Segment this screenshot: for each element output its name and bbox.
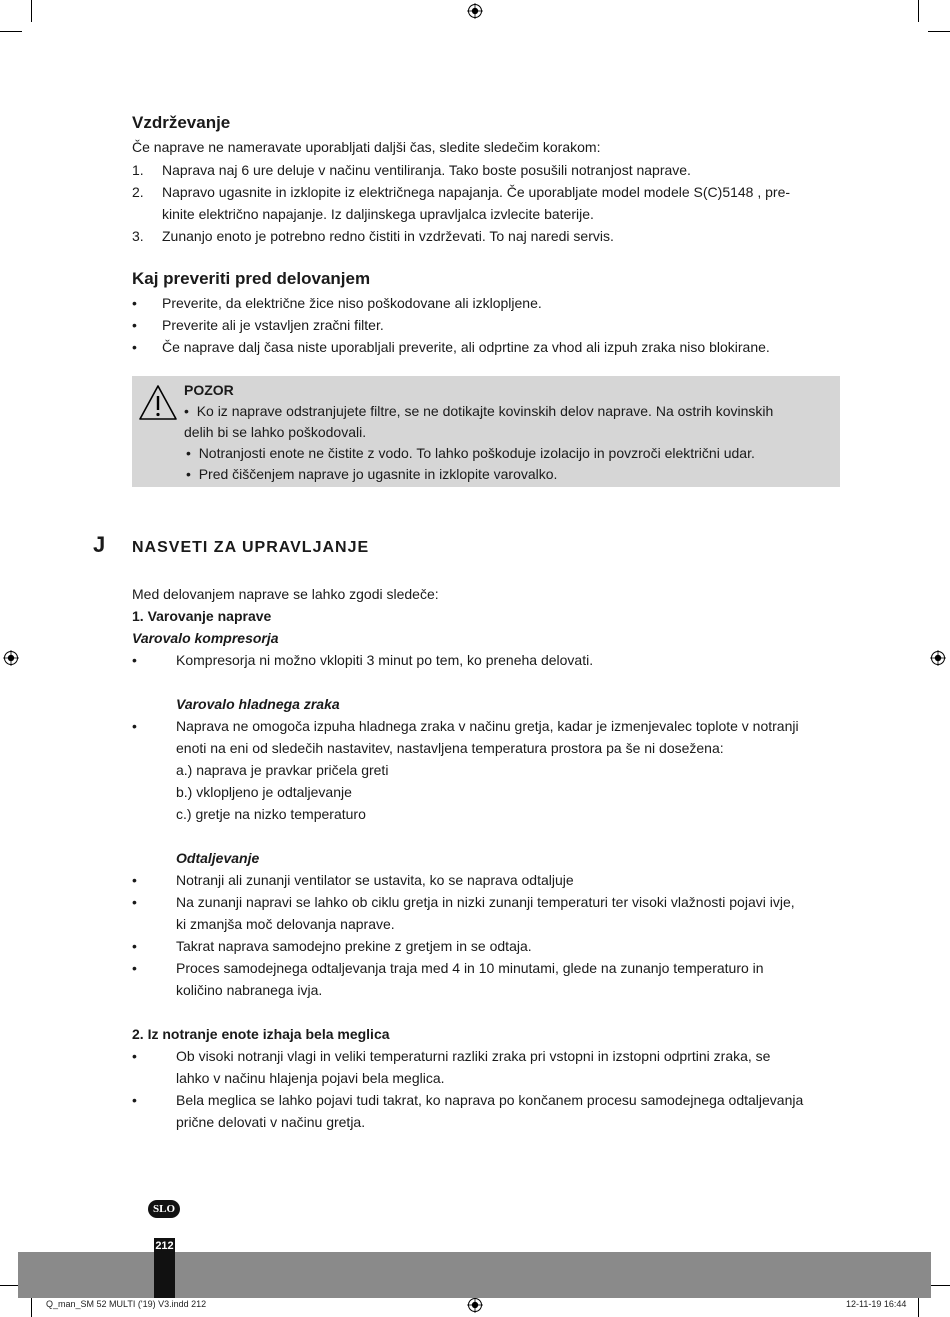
caution-list [184,401,834,485]
registration-mark-icon [467,3,483,19]
list-item [132,649,844,671]
list-item-text: Proces samodejnega odtaljevanja traja med 4 in 10 minutami, glede na zunanjo temperaturo in [176,960,764,976]
crop-mark [31,0,32,22]
caution-item-text: delih bi se lahko poškodovali. [184,424,367,440]
bullet: • [132,718,137,734]
crop-mark [928,1285,950,1286]
list-item-text: ki zmanjša moč delovanja naprave. [176,916,395,932]
list-item-text: Preverite ali je vstavljen zračni filter. [162,317,384,333]
step-text: kinite električno napajanje. Iz daljinskega upravljalca izvlecite baterije. [162,206,594,222]
fog-list [132,1045,844,1133]
warning-triangle-icon [138,384,178,422]
bullet: • [132,652,137,668]
step-item [132,159,844,181]
list-item-text: Če naprave dalj časa niste uporabljali preverite, ali odprtine za vhod ali izpuh zraka niso blokirane. [162,339,770,355]
list-item [132,1089,844,1133]
step-item [132,225,844,247]
bullet: • [132,960,137,976]
bullet: • [132,317,137,333]
file-slug: Q_man_SM 52 MULTI ('19) V3.indd 212 [46,1299,207,1309]
section-title: NASVETI ZA UPRAVLJANJE [132,539,370,556]
step-number: 3. [132,228,144,244]
page-number: 212 [155,1240,174,1252]
caution-item-text: Pred čiščenjem naprave jo ugasnite in izklopite varovalko. [198,466,558,482]
date-slug: 12-11-19 16:44 [846,1299,907,1309]
crop-mark [918,0,919,22]
maintenance-steps [132,159,844,247]
step-text: Zunanjo enoto je potrebno redno čistiti in vzdrževati. To naj naredi servis. [162,228,614,244]
list-item-text: Preverite, da električne žice niso poškodovane ali izklopljene. [162,295,542,311]
bullet: • [132,872,137,888]
bullet: • [132,894,137,910]
list-item-text: enoti na eni od sledečih nastavitev, nastavljena temperatura prostora pa še ni dosežena: [176,740,724,756]
list-item-text: Bela meglica se lahko pojavi tudi takrat, ko naprava po končanem procesu samodejnega odtaljevanja [176,1092,804,1108]
bullet: • [132,1048,137,1064]
bullet: • [184,403,189,419]
cold-air-list [132,715,844,825]
list-item-text: lahko v načinu hlajenja pojavi bela meglica. [176,1070,445,1086]
step-text: Naprava naj 6 ure deluje v načinu ventiliranja. Tako boste posušili notranjost naprave. [162,162,691,178]
list-item [132,715,844,825]
language-badge: SLO [148,1200,180,1218]
maintenance-heading: Vzdrževanje [132,113,231,132]
bullet: • [132,339,137,355]
crop-mark [928,31,950,32]
caution-item-text: Notranjosti enote ne čistite z vodo. To lahko poškoduje izolacijo in povzroči električni udar. [198,445,755,461]
bullet: • [132,1092,137,1108]
list-item-text: prične delovati v načinu gretja. [176,1114,366,1130]
subheading-cold-air: Varovalo hladnega zraka [176,696,340,712]
list-item-text: a.) naprava je pravkar pričela greti [176,762,389,778]
crop-mark [31,1295,32,1317]
list-item [132,336,844,358]
list-item-text: Notranji ali zunanji ventilator se ustavita, ko se naprava odtaljuje [176,872,574,888]
maintenance-intro: Če naprave ne nameravate uporabljati daljši čas, sledite sledečim korakom: [132,139,601,155]
check-heading: Kaj preveriti pred delovanjem [132,269,371,288]
caution-item [184,443,834,464]
list-item [132,1045,844,1089]
registration-mark-icon [930,650,946,666]
list-item-text: Naprava ne omogoča izpuha hladnega zraka v načinu gretja, kadar je izmenjevalec toplote v notranji [176,718,799,734]
section-body [132,583,844,1133]
check-list [132,292,844,358]
caution-item [184,464,834,485]
subsection-title: 1. Varovanje naprave [132,608,272,624]
list-item-text: Takrat naprava samodejno prekine z gretjem in se odtaja. [176,938,532,954]
bullet: • [186,445,191,461]
caution-box [132,376,840,487]
step-number: 2. [132,184,144,200]
bullet: • [186,466,191,482]
step-number: 1. [132,162,144,178]
list-item-text: količino nabranega ivja. [176,982,323,998]
list-item-text: c.) gretje na nizko temperaturo [176,806,366,822]
section-letter: J [93,532,106,557]
list-item [132,935,844,957]
caution-item-text: Ko iz naprave odstranjujete filtre, se ne dotikajte kovinskih delov naprave. Na ostrih kovinskih [196,403,774,419]
step-text: Napravo ugasnite in izklopite iz električnega napajanja. Če uporabljate model modele S(C)5148 , pre- [162,184,791,200]
step-item [132,181,844,225]
list-item-text: b.) vklopljeno je odtaljevanje [176,784,352,800]
list-item [132,869,844,891]
list-item [132,957,844,1001]
bullet: • [132,295,137,311]
bullet: • [132,938,137,954]
caution-title: POZOR [184,382,234,398]
subheading-compressor: Varovalo kompresorja [132,630,279,646]
subsection-title: 2. Iz notranje enote izhaja bela meglica [132,1026,390,1042]
compressor-list [132,649,844,671]
crop-mark [918,1295,919,1317]
list-item-text: Kompresorja ni možno vklopiti 3 minut po tem, ko preneha delovati. [176,652,594,668]
list-item [132,314,844,336]
caution-item [184,401,834,443]
section-intro: Med delovanjem naprave se lahko zgodi sledeče: [132,586,439,602]
list-item-text: Ob visoki notranji vlagi in veliki temperaturni razliki zraka pri vstopni in izstopni odprtini zraka, se [176,1048,771,1064]
defrost-list [132,869,844,1001]
list-item [132,292,844,314]
registration-mark-icon [467,1297,483,1313]
crop-mark [0,31,22,32]
list-item [132,891,844,935]
list-item-text: Na zunanji napravi se lahko ob ciklu gretja in nizki zunanji temperaturi ter visoki vlažnosti pojavi ivje, [176,894,795,910]
subheading-defrost: Odtaljevanje [176,850,260,866]
registration-mark-icon [3,650,19,666]
